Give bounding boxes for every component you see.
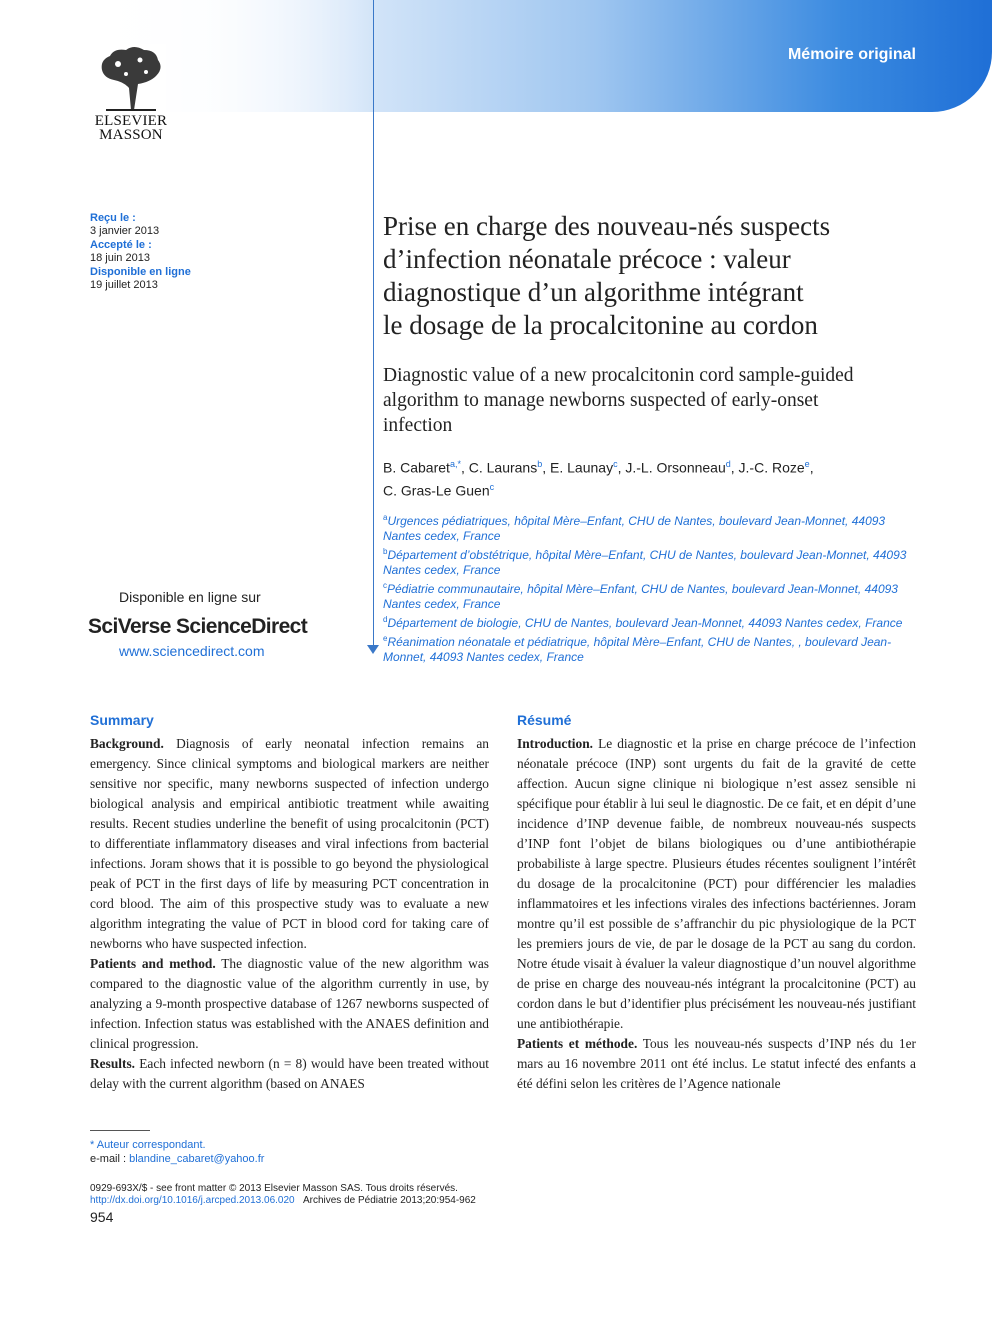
- accepted-label: Accepté le :: [90, 238, 152, 251]
- paragraph-text: Diagnosis of early neonatal infection remains an emergency. Since clinical symptoms and biological markers are neither sensitive nor specific, many newborns suspected of infection undergo biological analysis and empirical antibiotic treatment while awaiting results. Recent studies underline the benefit of using procalcitonin (PCT) to differentiate inflammatory diseases and viral infections from bacterial infections. Joram shows that it is possible to go beyond the physiological peak of PCT in the first days of life by measuring PCT concentration in cord blood. The aim of this prospective study was to evaluate a new algorithm integrating the value of PCT in blood cord for taking care of newborns who have suspected infection.: [90, 736, 489, 951]
- affiliation-mark: a: [383, 513, 388, 522]
- received-value: 3 janvier 2013: [90, 225, 160, 238]
- subtitle-line: algorithm to manage newborns suspected of early-onset: [383, 390, 819, 411]
- resume-column: [517, 710, 916, 1094]
- author-name: C. Gras-Le Guen: [383, 482, 490, 499]
- affiliation-mark: c: [383, 581, 387, 590]
- sciencedirect-brand: SciVerse ScienceDirect: [88, 615, 308, 638]
- online-label: Disponible en ligne: [90, 265, 191, 278]
- title-line: diagnostique d’un algorithme intégrant: [383, 277, 804, 307]
- elsevier-tree-icon: [96, 44, 166, 112]
- paragraph-text: Le diagnostic et la prise en charge précoce de l’infection néonatale précoce (INP) sont urgents du fait de la gravité de cette affection. Aucun signe clinique ni biologique n’est assez sensible ni spécifique pour établir à lui seul le diagnostic. De ce fait, et en dépit d’une incidence d’INP devenue faible, de nombreux nouveau-nés suspects d’INP font l’objet de bilans biologiques ou d’une antibiothérapie probabiliste à large spectre. Plusieurs études récentes soulignent l’intérêt du dosage de la procalcitonine (PCT) pour différencier les maladies inflammatoires et les infections virales des infections bactériennes. Joram montre qu’il est possible de s’affranchir du pic physiologique de la PCT les premiers jours de vie, de par le dosage de la PCT au sang du cordon. Notre étude visait à évaluer la valeur diagnostique d’un nouvel algorithme de prise en charge des nouveau-nés intégrant la procalcitonine (PCT) au cordon dans le but d’identifier plus précisément les nouveau-nés justifiant une antibiothérapie.: [517, 736, 916, 1031]
- page-number: 954: [90, 1209, 114, 1225]
- affiliation-text: Réanimation néonatale et pédiatrique, hôpital Mère–Enfant, CHU de Nantes, , boulevard Jean-Monnet, 44093 Nantes cedex, France: [383, 635, 892, 664]
- affiliation-mark: b: [383, 547, 388, 556]
- paragraph-label: Patients and method.: [90, 956, 216, 971]
- subtitle-line: Diagnostic value of a new procalcitonin cord sample-guided: [383, 365, 854, 386]
- author-sep: ,: [809, 459, 814, 476]
- vertical-divider: [373, 0, 374, 648]
- affiliation-item: [383, 544, 923, 578]
- author-list: [383, 455, 923, 500]
- accepted-value: 18 juin 2013: [90, 252, 150, 265]
- footnote-rule: [90, 1130, 150, 1131]
- paragraph-label: Patients et méthode.: [517, 1036, 638, 1051]
- resume-paragraph: [517, 1034, 916, 1094]
- paragraph-text: Each infected newborn (n = 8) would have been treated without delay with the current algorithm (based on ANAES: [90, 1056, 489, 1091]
- affiliation-text: Département d’obstétrique, hôpital Mère–Enfant, CHU de Nantes, boulevard Jean-Monnet, 44093 Nantes cedex, France: [383, 548, 907, 577]
- doi-link[interactable]: http://dx.doi.org/10.1016/j.arcped.2013.06.020: [90, 1195, 295, 1206]
- resume-paragraph: [517, 734, 916, 1034]
- author-affil-mark[interactable]: c: [613, 459, 618, 469]
- subtitle-line: infection: [383, 415, 453, 436]
- divider-arrow-icon: [367, 645, 379, 654]
- sciencedirect-available: Disponible en ligne sur: [119, 589, 261, 605]
- publisher-logo-text: [86, 114, 176, 142]
- paragraph-label: Results.: [90, 1056, 136, 1071]
- summary-paragraph: [90, 734, 489, 954]
- title-line: d’infection néonatale précoce : valeur: [383, 244, 791, 274]
- author-name: J.-C. Roze: [738, 459, 805, 476]
- sciencedirect-link[interactable]: www.sciencedirect.com: [119, 643, 265, 659]
- author-sep: ,: [460, 459, 469, 476]
- author-name: J.-L. Orsonneau: [625, 459, 726, 476]
- author-affil-mark[interactable]: a,*: [449, 459, 461, 469]
- received-label: Reçu le :: [90, 212, 136, 224]
- online-value: 19 juillet 2013: [90, 279, 158, 292]
- affiliation-item: [383, 510, 923, 544]
- article-subtitle: [383, 363, 923, 438]
- publisher-logo: [86, 44, 176, 142]
- affiliation-item: [383, 578, 923, 612]
- corresponding-author-note: * Auteur correspondant.: [90, 1139, 206, 1151]
- author-sep: ,: [542, 459, 551, 476]
- author-name: B. Cabaret: [383, 459, 450, 476]
- author-affil-mark[interactable]: e: [804, 459, 810, 469]
- summary-column: [90, 710, 489, 1094]
- affiliation-text: Département de biologie, CHU de Nantes, boulevard Jean-Monnet, 44093 Nantes cedex, France: [387, 616, 903, 630]
- title-line: le dosage de la procalcitonine au cordon: [383, 310, 818, 340]
- summary-paragraph: [90, 954, 489, 1054]
- affiliation-list: [383, 510, 923, 665]
- sciencedirect-box: [88, 589, 308, 659]
- header-banner-fade: [0, 0, 380, 112]
- affiliation-mark: e: [383, 634, 388, 643]
- journal-citation: Archives de Pédiatrie 2013;20:954-962: [302, 1195, 476, 1206]
- summary-paragraph: [90, 1054, 489, 1094]
- author-name: C. Laurans: [468, 459, 538, 476]
- summary-heading: Summary: [90, 712, 154, 728]
- issn-line: 0929-693X/$ - see front matter © 2013 Elsevier Masson SAS. Tous droits réservés.: [90, 1183, 458, 1194]
- title-line: Prise en charge des nouveau-nés suspects: [383, 211, 831, 241]
- affiliation-item: [383, 612, 923, 631]
- affiliation-item: [383, 631, 923, 665]
- publication-meta: [90, 1183, 476, 1207]
- section-label: Mémoire original: [787, 46, 916, 63]
- author-affil-mark[interactable]: b: [537, 459, 543, 469]
- affiliation-mark: d: [383, 615, 388, 624]
- author-affil-mark[interactable]: d: [725, 459, 731, 469]
- logo-line: MASSON: [99, 127, 163, 143]
- resume-heading: Résumé: [517, 712, 572, 728]
- author-sep: ,: [617, 459, 626, 476]
- email-link[interactable]: blandine_cabaret@yahoo.fr: [129, 1153, 265, 1165]
- doi-line: [90, 1195, 476, 1207]
- email-label: e-mail :: [90, 1153, 130, 1165]
- affiliation-text: Urgences pédiatriques, hôpital Mère–Enfant, CHU de Nantes, boulevard Jean-Monnet, 44093 Nantes cedex, France: [383, 514, 886, 543]
- author-name: E. Launay: [550, 459, 614, 476]
- paragraph-label: Background.: [90, 736, 164, 751]
- footnote: [90, 1138, 264, 1166]
- logo-line: ELSEVIER: [94, 113, 168, 129]
- author-sep: ,: [730, 459, 739, 476]
- article-title: [383, 210, 923, 342]
- paragraph-text: Tous les nouveau-nés suspects d’INP nés du 1er mars au 16 novembre 2011 ont été inclus. Le statut infecté des enfants a été défini selon les critères de l’Agence nationale: [517, 1036, 917, 1091]
- email-line: [90, 1152, 264, 1166]
- author-affil-mark[interactable]: c: [489, 481, 495, 492]
- affiliation-text: Pédiatrie communautaire, hôpital Mère–Enfant, CHU de Nantes, boulevard Jean-Monnet, 44093 Nantes cedex, France: [383, 582, 898, 611]
- paragraph-text: The diagnostic value of the new algorithm was compared to the diagnostic value of the algorithm currently in use, by analyzing a 9-month prospective database of 1267 newborns suspected of infection. Infection status was established with the ANAES definition and clinical progression.: [90, 956, 489, 1051]
- paragraph-label: Introduction.: [517, 736, 594, 751]
- article-dates: [90, 212, 191, 292]
